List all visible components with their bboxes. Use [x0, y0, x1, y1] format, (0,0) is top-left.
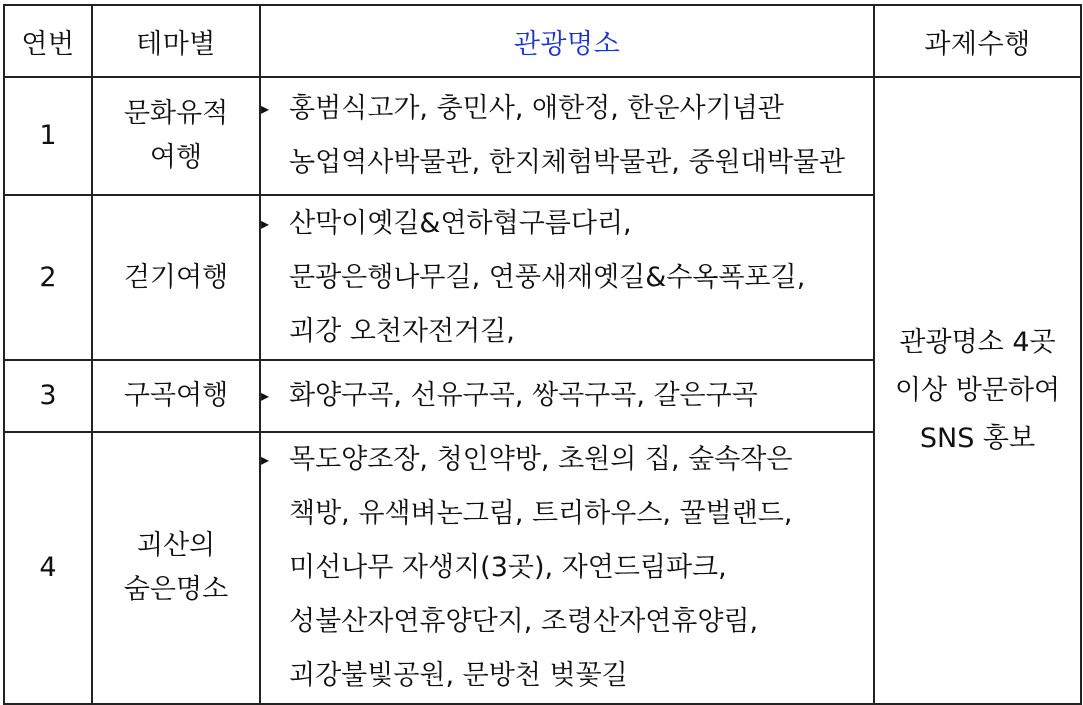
bullet-icon: ▸ [261, 450, 270, 469]
row-number: 3 [4, 360, 92, 432]
attraction-text: 홍범식고가, 충민사, 애한정, 한운사기념관 [289, 93, 784, 124]
attraction-line: 괴강 오천자전거길, [289, 315, 515, 347]
attraction-line: 농업역사박물관, 한지체험박물관, 중원대박물관 [289, 147, 845, 178]
theme-line: 구곡여행 [123, 380, 229, 411]
header-theme: 테마별 [92, 5, 260, 77]
theme-line: 걷기여행 [123, 261, 229, 293]
theme-cell [92, 77, 260, 195]
bullet-icon: ▸ [261, 386, 270, 405]
attractions-cell [260, 195, 874, 360]
header-task: 과제수행 [874, 5, 1081, 77]
row-number: 2 [4, 195, 92, 360]
attraction-line [261, 369, 873, 423]
theme-cell [92, 432, 260, 704]
attraction-text: 화양구곡, 선유구곡, 쌍곡구곡, 갈은구곡 [289, 380, 758, 411]
attraction-line: 미선나무 자생지(3곳), 자연드림파크, [289, 552, 727, 583]
header-attractions: 관광명소 [260, 5, 874, 77]
theme-line: 숨은명소 [123, 574, 229, 605]
attraction-text: 산막이옛길&연하협구름다리, [289, 207, 632, 239]
row-number: 1 [4, 77, 92, 195]
attraction-line: 성불산자연휴양단지, 조령산자연휴양림, [289, 606, 759, 637]
task-cell [874, 77, 1081, 704]
attraction-line [261, 197, 873, 251]
attraction-line: 괴강불빛공원, 문방천 벚꽃길 [289, 660, 628, 691]
theme-cell [92, 360, 260, 432]
attraction-line: 문광은행나무길, 연풍새재옛길&수옥폭포길, [289, 261, 806, 293]
attractions-cell [260, 360, 874, 432]
task-line: 관광명소 4곳 [899, 326, 1056, 358]
attractions-cell [260, 432, 874, 704]
theme-line: 괴산의 [136, 530, 216, 561]
row-number: 4 [4, 432, 92, 704]
theme-line: 여행 [149, 142, 203, 173]
attraction-line: 책방, 유색벼논그림, 트리하우스, 꿀벌랜드, [289, 498, 793, 529]
header-no: 연번 [4, 5, 92, 77]
attraction-text: 목도양조장, 청인약방, 초원의 집, 숲속작은 [289, 444, 793, 475]
task-line: 이상 방문하여 [894, 374, 1061, 406]
bullet-icon: ▸ [261, 99, 270, 118]
task-line: SNS 홍보 [919, 422, 1036, 454]
attraction-line [261, 433, 873, 487]
header-row [4, 5, 1081, 77]
theme-line: 문화유적 [123, 98, 229, 129]
attractions-cell [260, 77, 874, 195]
attractions-table [3, 4, 1082, 705]
bullet-icon: ▸ [261, 213, 270, 233]
attraction-line [261, 82, 873, 136]
theme-cell [92, 195, 260, 360]
table-row [4, 77, 1081, 195]
